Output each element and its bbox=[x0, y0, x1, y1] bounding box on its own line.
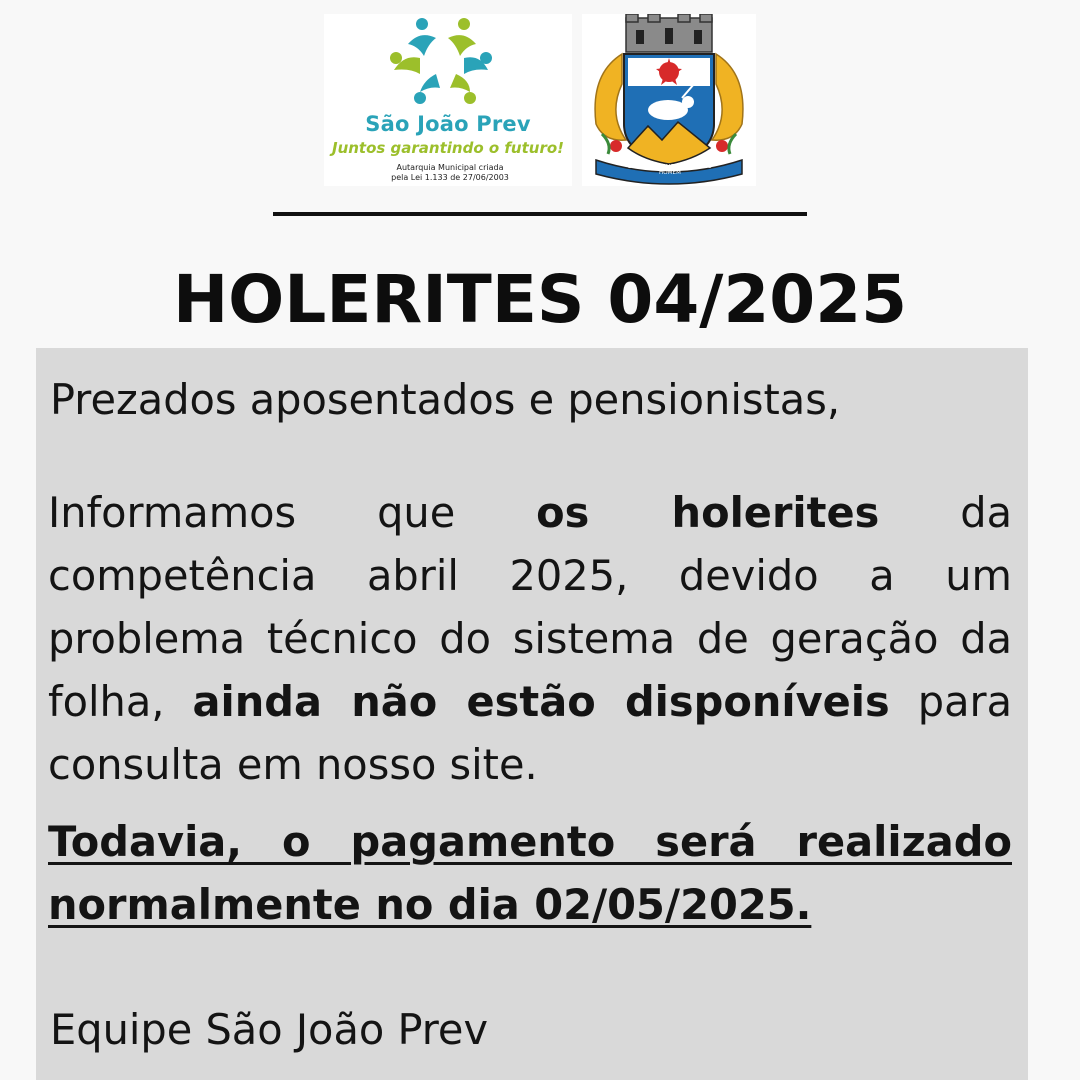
sao-joao-prev-logo bbox=[324, 14, 572, 186]
people-circle-icon bbox=[324, 14, 572, 114]
logo-legal-note-line2: pela Lei 1.133 de 27/06/2003 bbox=[391, 173, 509, 182]
logo-name: São João Prev bbox=[365, 112, 531, 136]
main-paragraph bbox=[48, 481, 1012, 796]
paragraph-text-3: para consulta em nosso site. bbox=[48, 677, 1012, 789]
logo-slogan: Juntos garantindo o futuro! bbox=[331, 139, 564, 157]
coat-of-arms-icon bbox=[582, 14, 756, 186]
greeting-text: Prezados aposentados e pensionistas, bbox=[50, 375, 841, 424]
signature-text: Equipe São João Prev bbox=[50, 1005, 488, 1054]
logo-legal-note bbox=[380, 163, 520, 183]
paragraph-bold-2: ainda não estão disponíveis bbox=[192, 677, 890, 726]
paragraph-bold-1: os holerites bbox=[536, 488, 880, 537]
coat-of-arms-motto: SÓ O TRABALHO DIGNIFICA O HOMEM bbox=[627, 164, 712, 176]
payment-notice: Todavia, o pagamento será realizado normalmente no dia 02/05/2025. bbox=[48, 817, 1012, 929]
paragraph-text-1: Informamos que bbox=[48, 488, 537, 537]
header-divider bbox=[273, 212, 807, 216]
municipal-coat-of-arms bbox=[582, 14, 756, 186]
notice-panel bbox=[36, 348, 1028, 1080]
paragraph-text-2: da competência abril 2025, devido a um problema técnico do sistema de geração da folha, bbox=[48, 488, 1013, 726]
logo-legal-note-line1: Autarquia Municipal criada bbox=[396, 163, 504, 172]
page-title: HOLERITES 04/2025 bbox=[172, 261, 908, 338]
